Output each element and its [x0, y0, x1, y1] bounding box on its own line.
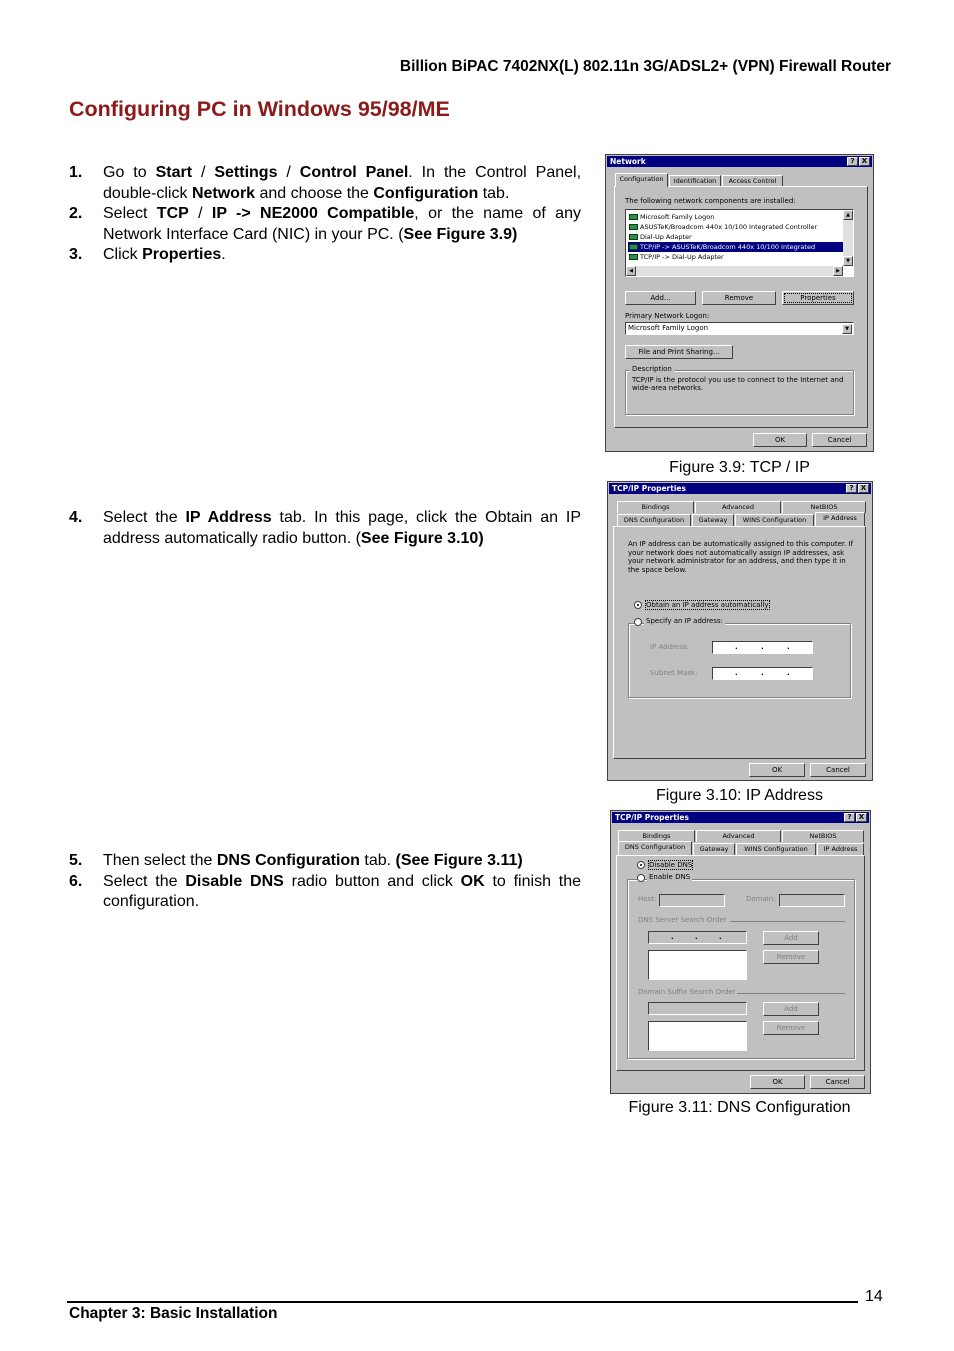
scroll-left-icon[interactable]: ◀ [626, 266, 636, 276]
help-icon[interactable]: ? [846, 484, 857, 493]
close-icon[interactable]: X [858, 484, 869, 493]
step-text: Select [103, 205, 157, 222]
tab-dns-configuration[interactable]: DNS Configuration [618, 841, 692, 855]
list-item[interactable] [628, 212, 843, 222]
specify-ip-radio[interactable] [634, 618, 642, 626]
dns-add-button[interactable]: Add [763, 931, 819, 945]
network-adapter-icon [629, 234, 638, 240]
dialog-title: TCP/IP Properties [612, 484, 686, 493]
cancel-button[interactable]: Cancel [812, 433, 867, 447]
step-emphasis: Start [155, 164, 193, 181]
domain-field[interactable] [779, 894, 845, 907]
suffix-add-button[interactable]: Add [763, 1002, 819, 1016]
obtain-ip-radio[interactable] [634, 601, 642, 609]
step-text: and choose the [255, 184, 374, 202]
instruction-step [69, 872, 581, 913]
components-label: The following network components are installed: [625, 197, 796, 205]
dialog-title: TCP/IP Properties [615, 813, 689, 822]
dns-search-order-label: DNS Server Search Order [638, 916, 727, 924]
file-print-sharing-button[interactable]: File and Print Sharing... [625, 345, 733, 359]
suffix-remove-button[interactable]: Remove [763, 1021, 819, 1035]
figure-caption-3-10: Figure 3.10: IP Address [656, 787, 823, 804]
step-text: radio button and click [283, 872, 461, 890]
step-emphasis: IP -> NE2000 Compatible [211, 205, 415, 222]
page-number: 14 [865, 1288, 883, 1305]
list-item-label: TCP/IP -> Dial-Up Adapter [640, 253, 724, 261]
dns-remove-button[interactable]: Remove [763, 950, 819, 964]
step-text: tab. [359, 852, 396, 869]
step-number: 2. [69, 205, 83, 222]
step-text: . In the Control Panel, double-click [103, 164, 582, 202]
tab-ip-address[interactable]: IP Address [815, 512, 865, 526]
help-icon[interactable]: ? [844, 813, 855, 822]
step-text: Then select the [103, 852, 217, 869]
enable-dns-radio[interactable] [637, 874, 645, 882]
add-button[interactable]: Add... [625, 291, 696, 305]
host-field[interactable] [659, 894, 725, 907]
step-emphasis: See Figure 3.10) [360, 529, 484, 547]
steps-1-3 [69, 163, 581, 266]
intro-text: An IP address can be automatically assigned to this computer. If your network does not automatically assign IP addresses, ask your network administrator for an address, and then type it in the space below. [628, 540, 854, 574]
vertical-scrollbar[interactable] [843, 210, 853, 266]
tab-bindings[interactable]: Bindings [617, 501, 694, 513]
figure-caption-3-11: Figure 3.11: DNS Configuration [628, 1099, 851, 1116]
horizontal-scrollbar[interactable] [626, 266, 843, 276]
tcpip-properties-ip-dialog [607, 481, 873, 781]
section-title: Configuring PC in Windows 95/98/ME [69, 97, 450, 121]
obtain-ip-label[interactable]: Obtain an IP address automatically [646, 601, 769, 609]
components-list[interactable] [625, 209, 854, 277]
step-4 [69, 508, 581, 549]
step-emphasis: Network [191, 184, 256, 202]
step-emphasis: DNS Configuration [216, 852, 360, 869]
scroll-up-icon[interactable]: ▲ [843, 210, 853, 220]
ip-address-field[interactable]: . . . [712, 641, 813, 654]
step-number: 3. [69, 246, 83, 263]
tab-wins-configuration[interactable]: WINS Configuration [735, 514, 814, 526]
step-emphasis: Configuration [373, 184, 479, 202]
divider [737, 993, 845, 994]
dialog-title: Network [610, 157, 646, 166]
step-text: , or the name of any Network Interface Card (NIC) in your PC. ( [103, 205, 581, 243]
network-adapter-icon [629, 224, 638, 230]
title-bar [612, 812, 869, 823]
protocol-icon [629, 254, 638, 260]
cancel-button[interactable]: Cancel [810, 763, 866, 777]
step-emphasis: Settings [214, 164, 278, 181]
primary-logon-label: Primary Network Logon: [625, 312, 710, 320]
step-text: / [188, 205, 212, 222]
dns-server-ip-field[interactable]: . . . [648, 931, 747, 944]
step-text: / [192, 164, 215, 181]
instruction-step [69, 508, 581, 549]
step-text: to finish the configuration. [103, 872, 582, 910]
ok-button[interactable]: OK [753, 433, 807, 447]
instruction-step [69, 851, 581, 872]
step-text: / [277, 164, 300, 181]
disable-dns-label[interactable]: Disable DNS [649, 861, 693, 869]
domain-suffix-field[interactable] [648, 1002, 747, 1015]
step-text: Click [103, 246, 143, 263]
ip-address-label: IP Address: [650, 643, 689, 651]
step-number: 5. [69, 852, 83, 869]
instruction-step [69, 163, 581, 204]
disable-dns-radio[interactable] [637, 861, 645, 869]
domain-suffix-list[interactable] [648, 1021, 747, 1051]
scroll-down-icon[interactable]: ▼ [843, 256, 853, 266]
list-item-label: Dial-Up Adapter [640, 233, 692, 241]
tab-netbios[interactable]: NetBIOS [782, 501, 866, 513]
list-item-selected[interactable] [628, 242, 843, 252]
step-text: Select the [103, 872, 186, 890]
network-component-icon [629, 214, 638, 220]
list-item-label: TCP/IP -> ASUSTeK/Broadcom 440x 10/100 Integrated [640, 243, 816, 251]
instruction-step [69, 204, 581, 245]
list-item[interactable] [628, 222, 843, 232]
list-item-label: Microsoft Family Logon [640, 213, 715, 221]
running-header: Billion BiPAC 7402NX(L) 802.11n 3G/ADSL2+ (VPN) Firewall Router [399, 58, 891, 75]
network-dialog [605, 154, 874, 452]
tab-dns-configuration[interactable]: DNS Configuration [617, 514, 691, 526]
close-icon[interactable]: X [859, 157, 870, 166]
list-item[interactable] [628, 232, 843, 242]
tab-identification[interactable]: Identification [669, 175, 721, 187]
title-bar [609, 483, 871, 494]
description-text: TCP/IP is the protocol you use to connect to the Internet and wide-area networks. [632, 376, 844, 392]
step-emphasis: Disable DNS [185, 872, 284, 890]
step-number: 1. [69, 164, 83, 181]
list-item-label: ASUSTeK/Broadcom 440x 10/100 Integrated Controller [640, 223, 818, 231]
step-emphasis: OK [460, 872, 485, 890]
step-emphasis: Control Panel [299, 164, 409, 181]
step-number: 6. [69, 872, 83, 890]
instruction-step [69, 245, 581, 266]
ok-button[interactable]: OK [750, 1075, 805, 1089]
tab-bindings[interactable]: Bindings [618, 830, 695, 842]
footer-chapter: Chapter 3: Basic Installation [69, 1305, 278, 1322]
specify-ip-label[interactable]: Specify an IP address: [646, 617, 724, 625]
domain-suffix-order-label: Domain Suffix Search Order [638, 988, 736, 996]
host-label: Host: [638, 895, 657, 903]
step-emphasis: See Figure 3.9) [403, 225, 518, 243]
tcpip-properties-dns-dialog [610, 810, 871, 1094]
protocol-icon [629, 244, 638, 250]
step-emphasis: Properties [142, 246, 222, 263]
tab-wins-configuration[interactable]: WINS Configuration [736, 843, 816, 855]
subnet-mask-field[interactable]: . . . [712, 667, 813, 680]
list-item[interactable] [628, 252, 843, 262]
step-text: Go to [103, 164, 156, 181]
enable-dns-label[interactable]: Enable DNS [649, 873, 691, 881]
step-emphasis: TCP [156, 205, 189, 222]
help-icon[interactable]: ? [847, 157, 858, 166]
step-text: Select the [103, 509, 186, 526]
specify-ip-group [628, 623, 851, 698]
footer-rule [67, 1301, 858, 1303]
tab-access-control[interactable]: Access Control [722, 175, 783, 187]
tab-gateway[interactable]: Gateway [693, 843, 735, 855]
steps-5-6 [69, 851, 581, 913]
cancel-button[interactable]: Cancel [810, 1075, 865, 1089]
tab-ip-address[interactable]: IP Address [817, 843, 864, 855]
step-number: 4. [69, 509, 83, 526]
divider [730, 921, 845, 922]
step-emphasis: (See Figure 3.11) [395, 852, 523, 869]
subnet-mask-label: Subnet Mask: [650, 669, 698, 677]
chevron-down-icon[interactable]: ▼ [842, 324, 852, 334]
figure-caption-3-9: Figure 3.9: TCP / IP [669, 459, 810, 476]
ok-button[interactable]: OK [749, 763, 805, 777]
step-text: tab. In this page, click the Obtain an IP address automatically radio button. ( [103, 509, 581, 547]
tab-advanced[interactable]: Advanced [695, 501, 781, 513]
remove-button[interactable]: Remove [702, 291, 776, 305]
step-emphasis: IP Address [185, 509, 272, 526]
description-label: Description [632, 365, 672, 373]
dns-server-list[interactable] [648, 950, 747, 980]
tab-advanced[interactable]: Advanced [696, 830, 781, 842]
properties-button[interactable]: Properties [782, 291, 854, 305]
close-icon[interactable]: X [856, 813, 867, 822]
tab-gateway[interactable]: Gateway [692, 514, 734, 526]
scroll-right-icon[interactable]: ▶ [833, 266, 843, 276]
tab-configuration[interactable]: Configuration [615, 173, 668, 187]
domain-label: Domain: [746, 895, 776, 903]
primary-logon-select[interactable]: Microsoft Family Logon [625, 322, 854, 335]
title-bar [607, 156, 872, 167]
step-text: . [221, 246, 226, 263]
step-text: tab. [478, 184, 510, 202]
tab-netbios[interactable]: NetBIOS [782, 830, 864, 842]
